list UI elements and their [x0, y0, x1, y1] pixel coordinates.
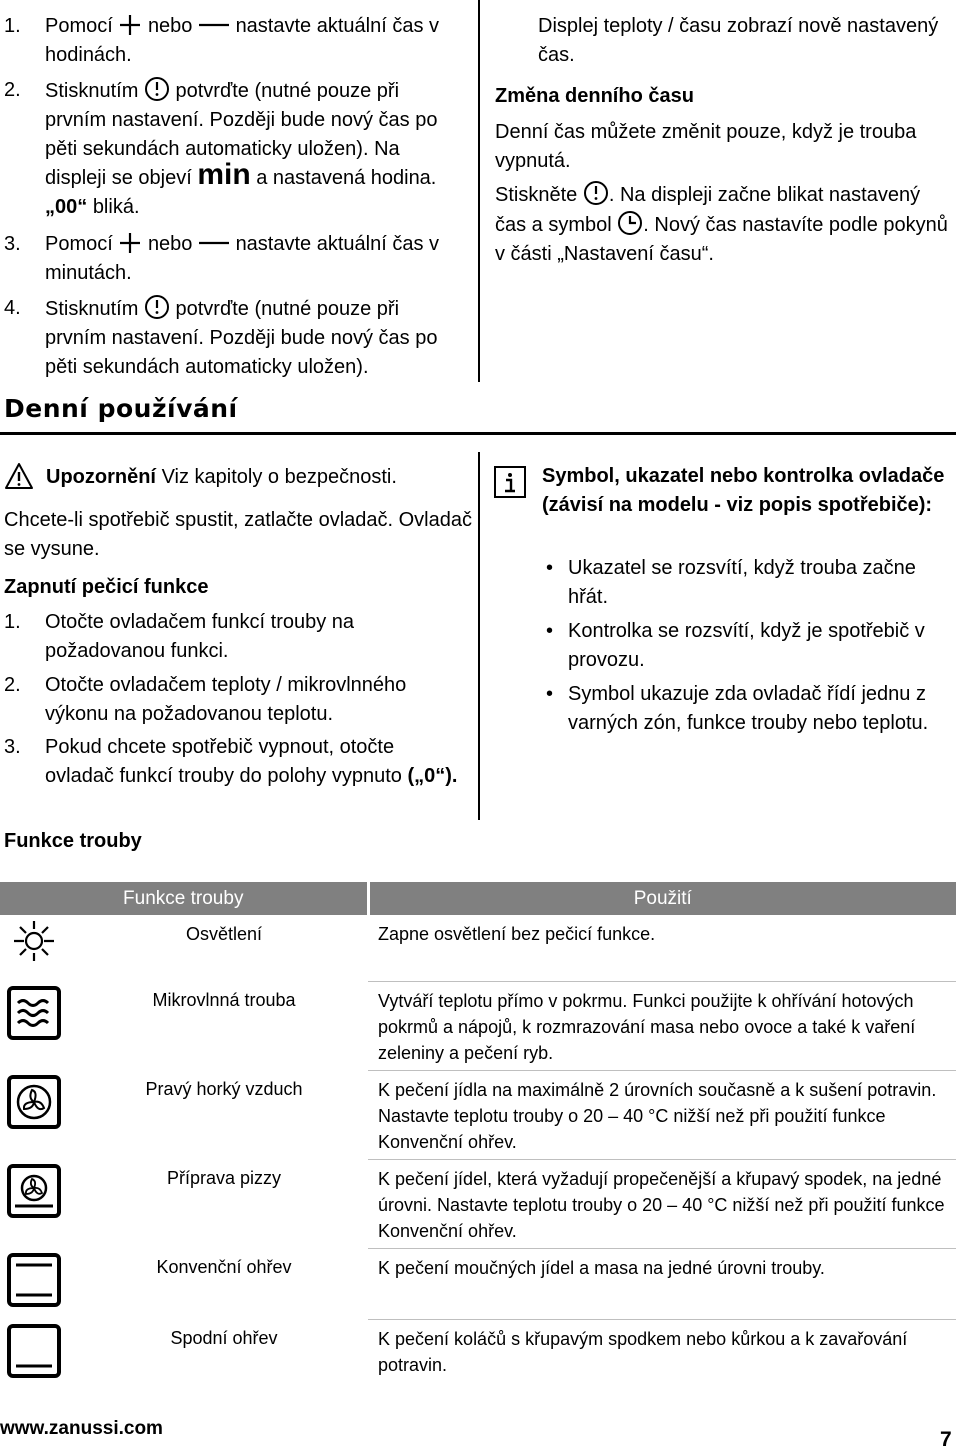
step-number: 2.: [4, 79, 21, 101]
light-icon: [0, 915, 80, 981]
heating-step-2: Otočte ovladačem teploty / mikrovlnného výkonu na požadovanou teplotu.: [45, 674, 407, 725]
step-number: 4.: [4, 297, 21, 319]
conventional-icon: [0, 1248, 80, 1319]
step-2: Stisknutím potvrďte (nutné pouze při prvním nastavení. Později bude nový čas po pěti sekundách automaticky uložen). Na displeji se objeví min a nastavená hodina. „00“ bliká.: [45, 76, 465, 222]
step-number: 1.: [4, 15, 21, 37]
function-use: K pečení jídla na maximálně 2 úrovních současně a k sušení potravin. Nastavte teplotu trouby o 20 – 40 °C nižší než při použití funkce Konvenční ohřev.: [368, 1070, 956, 1159]
minus-icon: [198, 13, 230, 37]
footer-url[interactable]: www.zanussi.com: [0, 1418, 163, 1439]
pizza-icon: [0, 1159, 80, 1248]
oven-functions-heading: Funkce trouby: [4, 830, 142, 852]
function-name: Osvětlení: [185, 924, 263, 944]
oven-functions-table: [0, 882, 956, 1393]
plus-icon: [118, 13, 142, 37]
step-1: Pomocí nebo nastavte aktuální čas v hodinách.: [45, 15, 440, 66]
change-time-text: Denní čas můžete změnit pouze, když je trouba vypnutá.: [495, 121, 917, 172]
info-icon: [494, 466, 526, 503]
heating-heading: Zapnutí pečicí funkce: [4, 576, 209, 598]
plus-icon: [118, 231, 142, 255]
clock-icon: [617, 210, 643, 236]
function-name: Příprava pizzy: [166, 1168, 282, 1188]
step-4: Stisknutím potvrďte (nutné pouze při prvním nastavení. Později bude nový čas po pěti sekundách automaticky uložen).: [45, 294, 465, 382]
list-item: • Kontrolka se rozsvítí, když je spotřebič v provozu.: [542, 617, 942, 675]
function-use: Vytváří teplotu přímo v pokrmu. Funkci použijte k ohřívání hotových pokrmů a nápojů, k rozmrazování masa nebo ovoce a také k vaření zeleniny a pečení ryb.: [368, 981, 956, 1070]
table-row: [0, 981, 956, 1070]
info-bullets: [542, 554, 942, 743]
heating-step-1: Otočte ovladačem funkcí trouby na požadovanou funkci.: [45, 611, 355, 662]
function-name: Mikrovlnná trouba: [152, 990, 296, 1010]
column-header-use: Použití: [368, 882, 956, 915]
minus-icon: [198, 231, 230, 255]
clock-ok-icon: [583, 180, 609, 206]
fan-icon: [0, 1070, 80, 1159]
change-time-heading: Změna denního času: [495, 85, 694, 107]
function-name: Pravý horký vzduch: [145, 1079, 303, 1099]
intro-text: Chcete-li spotřebič spustit, zatlačte ovladač. Ovladač se vysune.: [4, 509, 472, 560]
section-rule: [0, 432, 956, 435]
function-use: K pečení moučných jídel a masa na jedné úrovni trouby.: [368, 1248, 956, 1319]
step-3: Pomocí nebo nastavte aktuální čas v minutách.: [45, 233, 440, 284]
function-name: Spodní ohřev: [170, 1328, 278, 1348]
microwave-icon: [0, 981, 80, 1070]
column-divider: [478, 452, 480, 820]
table-row: [0, 915, 956, 981]
clock-ok-icon: [144, 76, 170, 102]
heating-step-3: Pokud chcete spotřebič vypnout, otočte ovladač funkcí trouby do polohy vypnuto („0“).: [45, 736, 458, 787]
list-item: • Ukazatel se rozsvítí, když trouba začne hřát.: [542, 554, 942, 612]
table-row: [0, 1319, 956, 1393]
function-use: Zapne osvětlení bez pečicí funkce.: [368, 915, 956, 981]
step-number: 3.: [4, 736, 21, 758]
change-time-instructions: Stiskněte . Na displeji začne blikat nastavený čas a symbol . Nový čas nastavíte podle pokynů v části „Nastavení času“.: [495, 180, 955, 269]
step-number: 1.: [4, 611, 21, 633]
function-name: Konvenční ohřev: [156, 1257, 292, 1277]
warning-icon: [4, 462, 34, 490]
table-row: [0, 1070, 956, 1159]
column-divider: [478, 0, 480, 382]
table-row: [0, 1248, 956, 1319]
section-title: Denní používání: [4, 394, 238, 423]
clock-ok-icon: [144, 294, 170, 320]
page-number: 7: [940, 1428, 952, 1451]
display-note: Displej teploty / času zobrazí nově nastavený čas.: [538, 15, 939, 66]
min-display: min: [197, 158, 251, 191]
function-use: K pečení jídel, která vyžadují propečenější a křupavý spodek, na jedné úrovni. Nastavte teplotu trouby o 20 – 40 °C nižší než při použití funkce Konvenční ohřev.: [368, 1159, 956, 1248]
step-number: 3.: [4, 233, 21, 255]
function-use: K pečení koláčů s křupavým spodkem nebo kůrkou a k zavařování potravin.: [378, 1328, 908, 1375]
table-row: [0, 1159, 956, 1248]
info-heading: Symbol, ukazatel nebo kontrolka ovladače (závisí na modelu - viz popis spotřebiče):: [542, 465, 945, 516]
list-item: • Symbol ukazuje zda ovladač řídí jednu z varných zón, funkce trouby nebo teplotu.: [542, 680, 942, 738]
bottom-heat-icon: [0, 1319, 80, 1393]
warning-note: Upozornění Viz kapitoly o bezpečnosti.: [4, 462, 474, 492]
step-number: 2.: [4, 674, 21, 696]
column-header-function: Funkce trouby: [0, 882, 368, 915]
